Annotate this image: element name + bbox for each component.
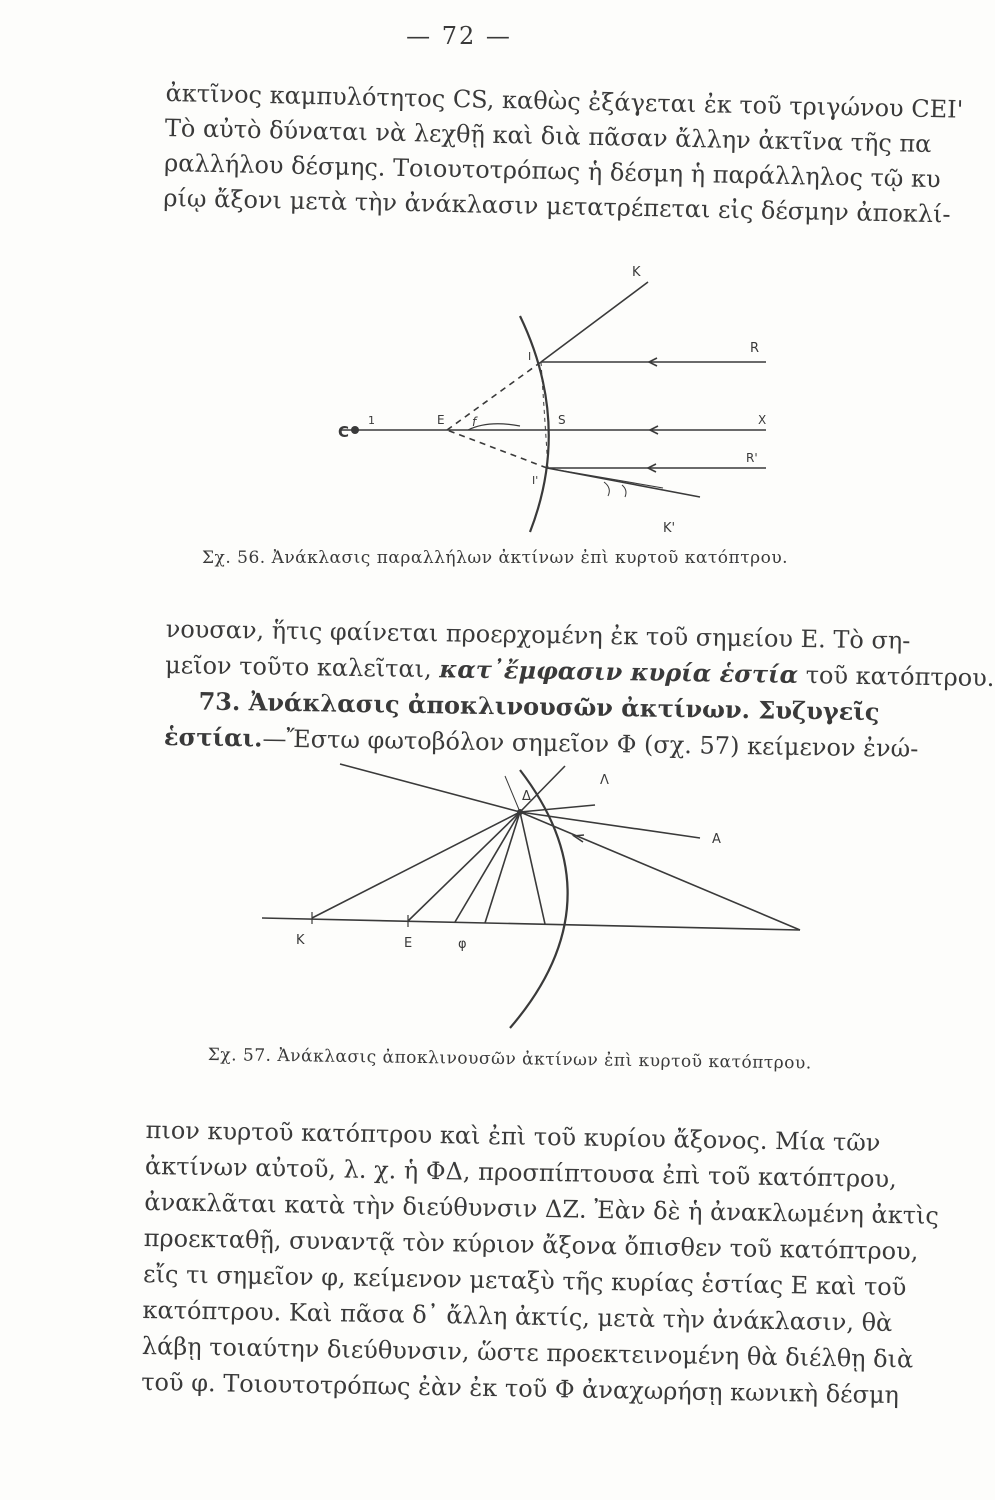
label-c: C — [338, 423, 350, 441]
text-span: μεῖον τοῦτο καλεῖται, — [164, 650, 440, 684]
figure-57-diagram — [240, 750, 840, 1040]
paragraph-1 — [163, 76, 964, 232]
figure-56-diagram — [300, 265, 820, 550]
paragraph-2 — [163, 612, 995, 767]
label-f: f — [472, 415, 477, 429]
convex-mirror-arc — [520, 316, 549, 532]
label-1: 1 — [368, 414, 375, 427]
label-i-prime: I' — [532, 474, 539, 487]
figure-56-caption: Σχ. 56. Ἀνάκλασις παραλλήλων ἀκτίνων ἐπὶ κυρτοῦ κατόπτρου. — [202, 548, 789, 568]
page-number: — 72 — — [406, 22, 512, 50]
label-k-prime: K' — [663, 521, 676, 536]
text-line: νουσαν, ἥτις φαίνεται προερχομένη ἐκ τοῦ σημείου Ε. Τὸ ση- — [165, 614, 911, 655]
text-line: τοῦ φ. Τοιουτοτρόπως ἐὰν ἐκ τοῦ Φ ἀναχωρήσῃ κωνικὴ δέσμη — [141, 1367, 900, 1410]
label-x: X — [758, 413, 767, 427]
text-line: πιον κυρτοῦ κατόπτρου καὶ ἐπὶ τοῦ κυρίου ἄξονος. Μία τῶν — [145, 1115, 881, 1157]
text-line: προεκταθῇ, συναντᾷ τὸν κύριον ἄξονα ὄπισθεν τοῦ κατόπτρου, — [143, 1223, 919, 1266]
text-span: τοῦ κατόπτρου. — [797, 660, 995, 693]
paragraph-3 — [141, 1112, 940, 1413]
label-r-prime: R' — [746, 451, 758, 465]
label-e: E — [404, 936, 413, 951]
text-line: λάβῃ τοιαύτην διεύθυνσιν, ὥστε προεκτεινομένη θὰ διέλθῃ διὰ — [141, 1331, 914, 1374]
text-line: ρίῳ ἄξονι μετὰ τὴν ἀνάκλασιν μετατρέπεται εἰς δέσμην ἀποκλί- — [163, 183, 951, 229]
label-r: R — [750, 341, 760, 356]
label-s: S — [558, 413, 566, 427]
label-i: I — [528, 350, 532, 363]
text-line: ἀνακλᾶται κατὰ τὴν διεύθυνσιν ΔΖ. Ἐὰν δὲ ἡ ἀνακλωμένη ἀκτὶς — [144, 1187, 940, 1230]
section-number: 73. — [198, 686, 241, 717]
principal-axis — [262, 918, 800, 930]
label-delta: Δ — [522, 789, 531, 804]
text-line: Τὸ αὐτὸ δύναται νὰ λεχθῇ καὶ διὰ πᾶσαν ἄλλην ἀκτῖνα τῆς πα — [164, 113, 932, 159]
reflected-ray-k — [541, 282, 648, 362]
text-line: ἀκτίνων αὐτοῦ, λ. χ. ἡ ΦΔ, προσπίπτουσα ἐπὶ τοῦ κατόπτρου, — [144, 1151, 897, 1194]
emphasis-term: κατ᾿ἔμφασιν κυρία ἑστία — [439, 654, 799, 689]
text-span: —Ἔστω φωτοβόλον σημεῖον Φ (σχ. 57) κείμενον ἐνώ- — [262, 724, 919, 763]
text-line: εἴς τι σημεῖον φ, κείμενον μεταξὺ τῆς κυρίας ἑστίας Ε καὶ τοῦ — [142, 1259, 907, 1302]
reflected-ray-delta-z — [340, 764, 520, 812]
section-title-cont: ἑστίαι. — [163, 721, 263, 753]
text-line: κατόπτρου. Καὶ πᾶσα δ᾿ ἄλλη ἀκτίς, μετὰ τὴν ἀνάκλασιν, θὰ — [142, 1295, 893, 1338]
label-phi: φ — [458, 937, 467, 952]
label-lambda: Λ — [600, 773, 609, 788]
label-a: A — [712, 832, 721, 847]
incident-ray — [520, 812, 800, 930]
section-title: Ἀνάκλασις ἀποκλινουσῶν ἀκτίνων. Συζυγεῖς — [240, 687, 880, 727]
label-k: K — [296, 933, 305, 948]
label-e: E — [437, 413, 445, 427]
text-line: ραλλήλου δέσμης. Τοιουτοτρόπως ἡ δέσμη ἡ παράλληλος τῷ κυ — [163, 148, 941, 194]
text-line: ἀκτῖνος καμπυλότητος CS, καθὼς ἐξάγεται ἐκ τοῦ τριγώνου CEI' — [165, 78, 964, 124]
label-k-top: K — [632, 265, 641, 280]
figure-57-caption: Σχ. 57. Ἀνάκλασις ἀποκλινουσῶν ἀκτίνων ἐπὶ κυρτοῦ κατόπτρου. — [207, 1045, 812, 1074]
